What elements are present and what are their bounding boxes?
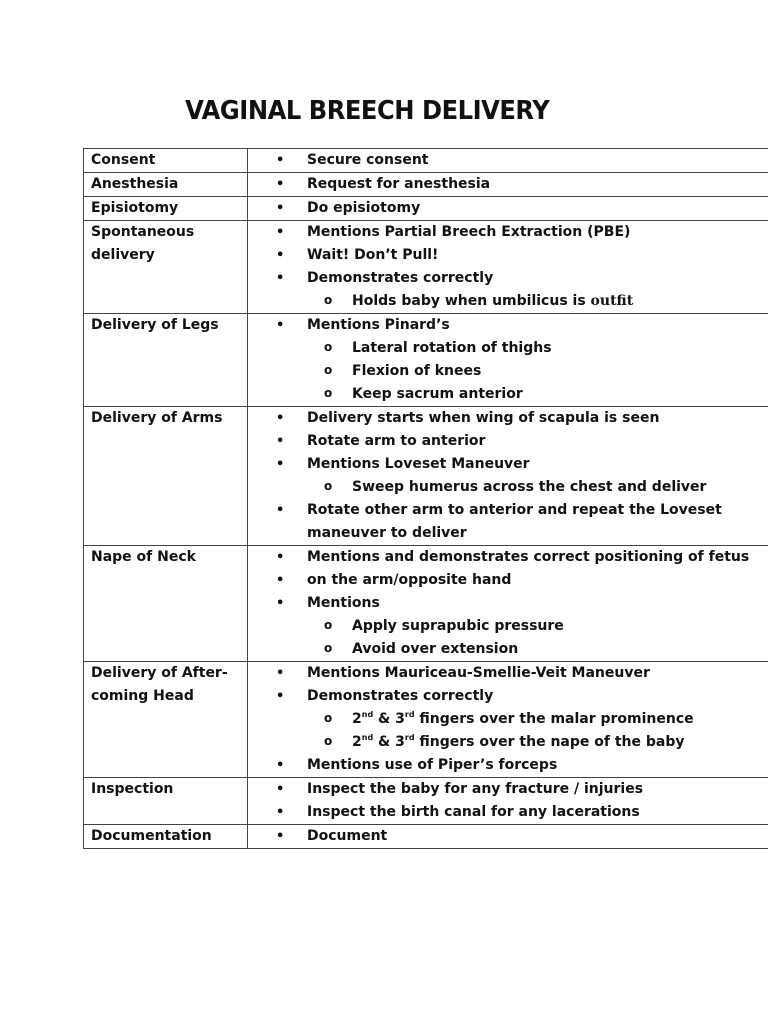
section-items — [248, 546, 768, 662]
section-items — [248, 314, 768, 407]
item-text: Holds baby when umbilicus is — [352, 293, 591, 309]
item-text: Keep sacrum anterior — [352, 386, 523, 402]
section-label: Delivery of Legs — [84, 314, 248, 407]
item-text: Document — [307, 828, 388, 844]
item-text: Secure consent — [307, 152, 429, 168]
table-row — [84, 314, 768, 407]
item-text: Inspect the birth canal for any lacerations — [307, 804, 640, 820]
item-text: Mentions and demonstrates correct positioning of fetus — [307, 549, 750, 565]
table-row — [84, 546, 768, 662]
item-text: Mentions use of Piper’s forceps — [307, 757, 558, 773]
section-items — [248, 197, 768, 221]
item-text: Rotate other arm to anterior and repeat the Loveset maneuver to deliver — [307, 502, 722, 541]
table-row — [84, 825, 768, 849]
item-text: Rotate arm to anterior — [307, 433, 486, 449]
section-label: Nape of Neck — [84, 546, 248, 662]
bullet-item — [255, 569, 768, 592]
bullet-item — [255, 685, 768, 708]
sub-bullet-item — [255, 476, 768, 499]
sub-bullet-item — [255, 638, 768, 661]
bullet-item — [255, 546, 768, 569]
section-items — [248, 149, 768, 173]
item-text: Do episiotomy — [307, 200, 421, 216]
item-text: & 3 — [373, 711, 405, 727]
item-text: on the arm/opposite hand — [307, 572, 512, 588]
sub-bullet-item — [255, 708, 768, 731]
bullet-item — [255, 801, 768, 824]
section-items — [248, 825, 768, 849]
table-row — [84, 778, 768, 825]
checklist-body — [84, 149, 768, 849]
bullet-item — [255, 499, 768, 545]
bullet-item — [255, 149, 768, 172]
item-text: outfit — [590, 293, 634, 309]
item-text: Mentions Pinard’s — [307, 317, 450, 333]
bullet-item — [255, 197, 768, 220]
sub-bullet-item — [255, 383, 768, 406]
table-row — [84, 197, 768, 221]
item-text: Demonstrates correctly — [307, 688, 494, 704]
item-text: Request for anesthesia — [307, 176, 491, 192]
item-text: Lateral rotation of thighs — [352, 340, 552, 356]
ordinal-suffix: rd — [404, 733, 415, 742]
bullet-item — [255, 662, 768, 685]
item-text: Avoid over extension — [352, 641, 519, 657]
ordinal-suffix: rd — [404, 710, 415, 719]
section-items — [248, 662, 768, 778]
page-title: VAGINAL BREECH DELIVERY — [185, 96, 550, 126]
section-items — [248, 221, 768, 314]
table-row — [84, 407, 768, 546]
item-text: 2 — [352, 711, 362, 727]
section-label: Anesthesia — [84, 173, 248, 197]
item-text: Apply suprapubic pressure — [352, 618, 564, 634]
bullet-item — [255, 453, 768, 476]
bullet-item — [255, 407, 768, 430]
item-text: & 3 — [373, 734, 405, 750]
bullet-item — [255, 314, 768, 337]
item-text: Flexion of knees — [352, 363, 482, 379]
checklist-table — [83, 148, 768, 849]
bullet-item — [255, 430, 768, 453]
section-items — [248, 778, 768, 825]
sub-bullet-item — [255, 360, 768, 383]
table-row — [84, 149, 768, 173]
item-text: Sweep humerus across the chest and deliver — [352, 479, 707, 495]
sub-bullet-item — [255, 731, 768, 754]
section-label: Inspection — [84, 778, 248, 825]
bullet-item — [255, 267, 768, 290]
item-text: Mentions Partial Breech Extraction (PBE) — [307, 224, 631, 240]
ordinal-suffix: nd — [361, 710, 374, 719]
bullet-item — [255, 754, 768, 777]
section-items — [248, 173, 768, 197]
section-label: Delivery of After-coming Head — [84, 662, 248, 778]
section-label: Documentation — [84, 825, 248, 849]
item-text: Mentions Loveset Maneuver — [307, 456, 530, 472]
item-text: 2 — [352, 734, 362, 750]
sub-bullet-item — [255, 615, 768, 638]
table-row — [84, 662, 768, 778]
item-text: Demonstrates correctly — [307, 270, 494, 286]
section-label: Episiotomy — [84, 197, 248, 221]
bullet-item — [255, 221, 768, 244]
item-text: Inspect the baby for any fracture / injuries — [307, 781, 644, 797]
bullet-item — [255, 592, 768, 615]
bullet-item — [255, 778, 768, 801]
section-label: Delivery of Arms — [84, 407, 248, 546]
sub-bullet-item — [255, 337, 768, 360]
item-text: Delivery starts when wing of scapula is seen — [307, 410, 660, 426]
ordinal-suffix: nd — [361, 733, 374, 742]
section-items — [248, 407, 768, 546]
item-text: Wait! Don’t Pull! — [307, 247, 439, 263]
item-text: Mentions — [307, 595, 380, 611]
bullet-item — [255, 825, 768, 848]
item-text: Mentions Mauriceau-Smellie-Veit Maneuver — [307, 665, 650, 681]
table-row — [84, 221, 768, 314]
item-text: fingers over the nape of the baby — [414, 734, 685, 750]
section-label: Consent — [84, 149, 248, 173]
section-label: Spontaneous delivery — [84, 221, 248, 314]
bullet-item — [255, 244, 768, 267]
sub-bullet-item — [255, 290, 768, 313]
table-row — [84, 173, 768, 197]
item-text: fingers over the malar prominence — [414, 711, 694, 727]
bullet-item — [255, 173, 768, 196]
